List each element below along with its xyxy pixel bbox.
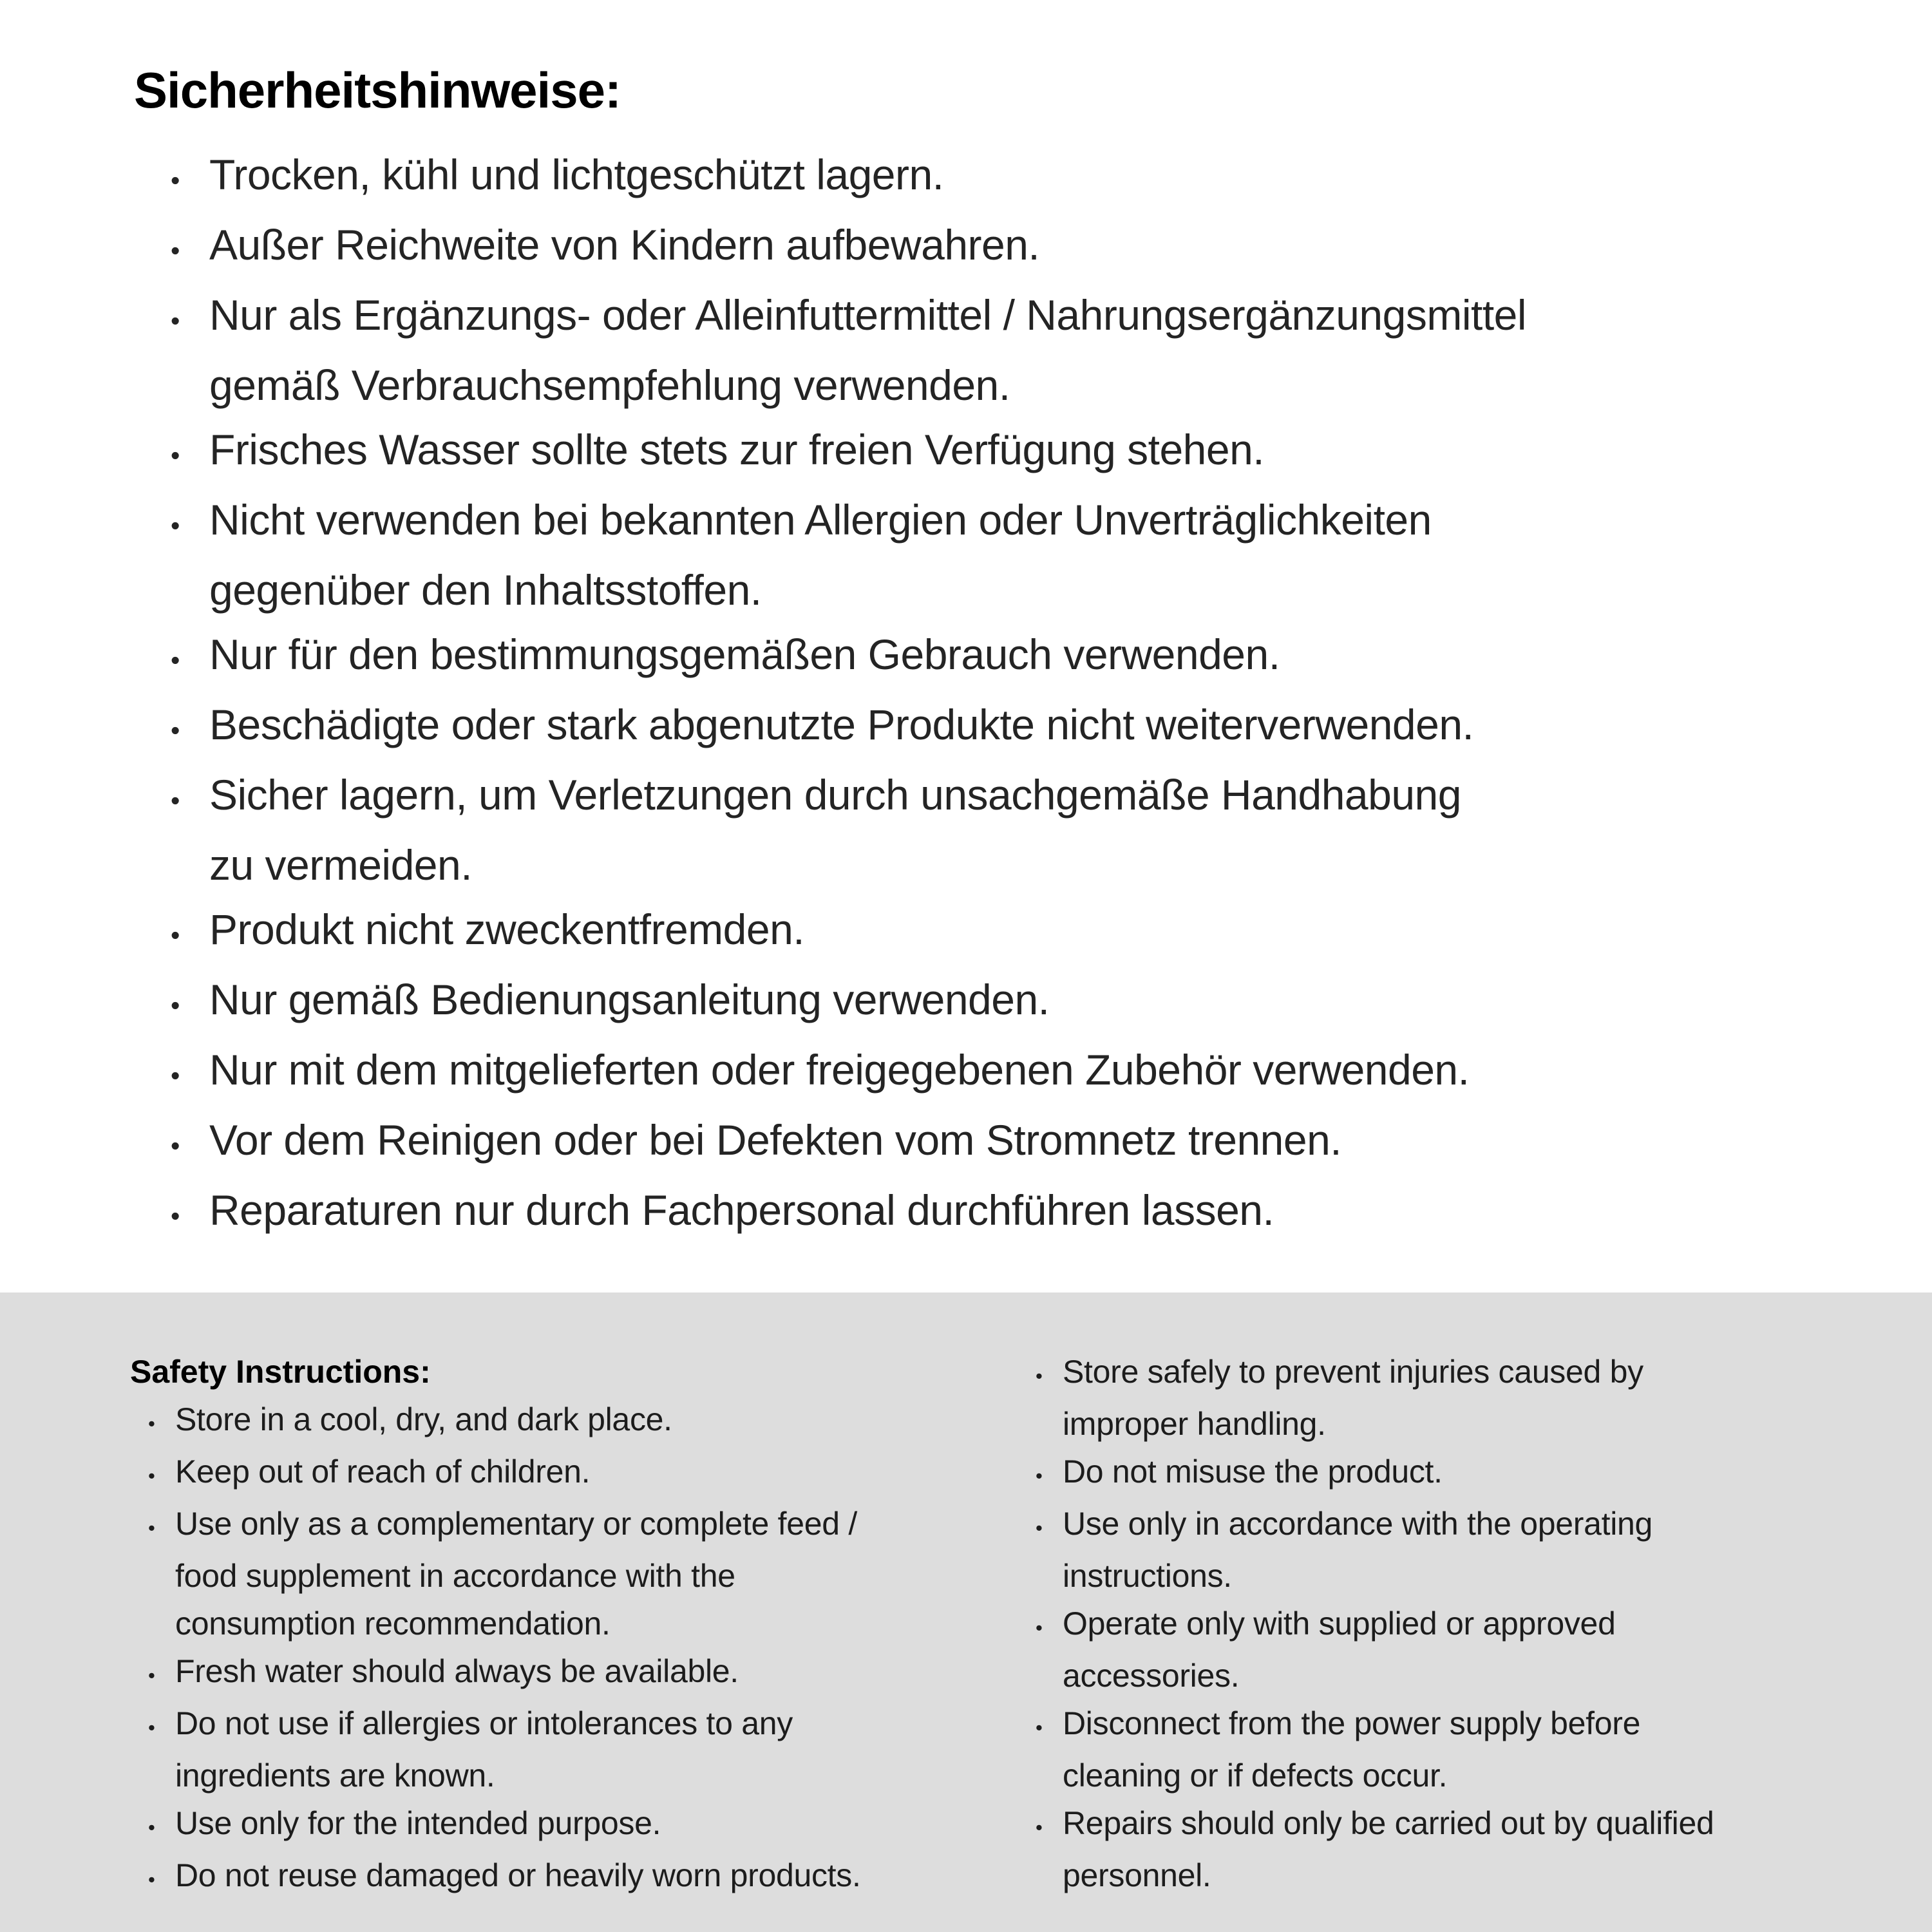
- list-item-text: Reparaturen nur durch Fachpersonal durchführen lassen.: [209, 1186, 1274, 1234]
- list-item-text: Nur gemäß Bedienungsanleitung verwenden.: [209, 976, 1050, 1023]
- list-item-line: [171, 488, 1526, 558]
- list-item-text: Sicher lagern, um Verletzungen durch unsachgemäße Handhabung: [209, 771, 1461, 819]
- list-item-text: Do not reuse damaged or heavily worn products.: [175, 1857, 861, 1893]
- list-item-text: food supplement in accordance with the: [175, 1558, 735, 1594]
- list-item-text: Use only as a complementary or complete feed /: [175, 1506, 857, 1542]
- list-item-line: [171, 213, 1526, 283]
- bullet-icon: •: [148, 1868, 155, 1891]
- list-item-text: Produkt nicht zweckentfremden.: [209, 905, 805, 953]
- list-item-text: Trocken, kühl und lichtgeschützt lagern.: [209, 151, 944, 198]
- list-item-line: [1036, 1500, 1714, 1552]
- bullet-icon: •: [171, 715, 180, 745]
- list-item-line: [171, 417, 1526, 488]
- bullet-icon: •: [148, 1464, 155, 1487]
- list-item-text: Nur als Ergänzungs- oder Alleinfuttermittel / Nahrungsergänzungsmittel: [209, 291, 1527, 339]
- bullet-icon: •: [171, 990, 180, 1020]
- bullet-icon: •: [171, 1201, 180, 1231]
- bullet-icon: •: [148, 1517, 155, 1539]
- list-item-line: [1036, 1400, 1714, 1448]
- list-item-line: [1036, 1552, 1714, 1600]
- list-item-line: [171, 1178, 1526, 1248]
- bullet-icon: •: [171, 511, 180, 540]
- list-item-text: Keep out of reach of children.: [175, 1454, 591, 1490]
- list-item-line: [148, 1647, 861, 1700]
- list-item-line: [148, 1852, 861, 1904]
- list-item-line: [171, 692, 1526, 762]
- list-item-text: improper handling.: [1063, 1406, 1326, 1442]
- bullet-icon: •: [171, 645, 180, 675]
- list-item-line: [1036, 1852, 1714, 1899]
- list-item-line: [171, 353, 1526, 417]
- bullet-icon: •: [1036, 1517, 1043, 1539]
- list-item-text: Disconnect from the power supply before: [1063, 1705, 1641, 1741]
- list-item-text: Frisches Wasser sollte stets zur freien Verfügung stehen.: [209, 426, 1265, 473]
- bullet-icon: •: [171, 786, 180, 815]
- list-item-text: personnel.: [1063, 1857, 1211, 1893]
- list-item-text: gegenüber den Inhaltsstoffen.: [209, 566, 762, 614]
- list-item-text: Store in a cool, dry, and dark place.: [175, 1401, 672, 1437]
- list-item-text: gemäß Verbrauchsempfehlung verwenden.: [209, 361, 1010, 409]
- list-item-line: [171, 142, 1526, 213]
- list-item-line: [148, 1799, 861, 1852]
- bullet-icon: •: [1036, 1365, 1043, 1387]
- list-item-line: [1036, 1448, 1714, 1500]
- bullet-icon: •: [148, 1816, 155, 1839]
- list-item-line: [1036, 1700, 1714, 1752]
- list-item-line: [1036, 1600, 1714, 1652]
- list-item-line: [148, 1600, 861, 1647]
- list-item-line: [148, 1700, 861, 1752]
- bullet-icon: •: [171, 236, 180, 265]
- list-item-line: [1036, 1652, 1714, 1700]
- bullet-icon: •: [171, 920, 180, 950]
- list-item-line: [148, 1552, 861, 1600]
- list-item-text: Nicht verwenden bei bekannten Allergien oder Unverträglichkeiten: [209, 496, 1432, 544]
- english-left-bullet-list: [148, 1396, 861, 1904]
- list-item-line: [1036, 1752, 1714, 1799]
- list-item-text: cleaning or if defects occur.: [1063, 1757, 1448, 1794]
- english-right-bullet-list: [1036, 1348, 1714, 1899]
- list-item-line: [171, 622, 1526, 692]
- german-section-title: Sicherheitshinweise:: [134, 62, 621, 118]
- list-item-text: Beschädigte oder stark abgenutzte Produkte nicht weiterverwenden.: [209, 701, 1474, 748]
- bullet-icon: •: [148, 1664, 155, 1687]
- list-item-text: Nur mit dem mitgelieferten oder freigegebenen Zubehör verwenden.: [209, 1046, 1470, 1094]
- list-item-line: [148, 1752, 861, 1799]
- bullet-icon: •: [171, 1061, 180, 1090]
- list-item-text: Vor dem Reinigen oder bei Defekten vom Stromnetz trennen.: [209, 1116, 1342, 1164]
- list-item-text: Repairs should only be carried out by qualified: [1063, 1805, 1714, 1841]
- list-item-text: accessories.: [1063, 1658, 1240, 1694]
- list-item-text: Do not misuse the product.: [1063, 1454, 1443, 1490]
- list-item-text: Operate only with supplied or approved: [1063, 1605, 1616, 1642]
- list-item-text: instructions.: [1063, 1558, 1232, 1594]
- bullet-icon: •: [171, 440, 180, 470]
- list-item-text: Außer Reichweite von Kindern aufbewahren.: [209, 221, 1040, 269]
- bullet-icon: •: [171, 1131, 180, 1160]
- bullet-icon: •: [1036, 1816, 1043, 1839]
- list-item-text: zu vermeiden.: [209, 841, 473, 889]
- list-item-line: [148, 1396, 861, 1448]
- bullet-icon: •: [1036, 1616, 1043, 1639]
- list-item-text: Use only in accordance with the operating: [1063, 1506, 1653, 1542]
- bullet-icon: •: [171, 166, 180, 195]
- list-item-text: consumption recommendation.: [175, 1605, 611, 1642]
- german-bullet-list: [171, 142, 1526, 1248]
- list-item-line: [171, 1037, 1526, 1108]
- bullet-icon: •: [148, 1412, 155, 1435]
- list-item-text: ingredients are known.: [175, 1757, 495, 1794]
- list-item-line: [171, 283, 1526, 353]
- list-item-line: [171, 1108, 1526, 1178]
- list-item-line: [1036, 1799, 1714, 1852]
- list-item-text: Nur für den bestimmungsgemäßen Gebrauch verwenden.: [209, 630, 1280, 678]
- list-item-text: Store safely to prevent injuries caused by: [1063, 1354, 1643, 1390]
- list-item-line: [171, 967, 1526, 1037]
- list-item-line: [171, 558, 1526, 622]
- list-item-text: Use only for the intended purpose.: [175, 1805, 661, 1841]
- list-item-line: [171, 897, 1526, 967]
- bullet-icon: •: [171, 306, 180, 336]
- list-item-line: [171, 833, 1526, 897]
- bullet-icon: •: [148, 1716, 155, 1739]
- list-item-line: [148, 1500, 861, 1552]
- list-item-text: Fresh water should always be available.: [175, 1653, 739, 1689]
- list-item-text: Do not use if allergies or intolerances to any: [175, 1705, 793, 1741]
- list-item-line: [171, 762, 1526, 833]
- list-item-line: [148, 1448, 861, 1500]
- bullet-icon: •: [1036, 1716, 1043, 1739]
- english-section-title: Safety Instructions:: [130, 1354, 431, 1390]
- bullet-icon: •: [1036, 1464, 1043, 1487]
- list-item-line: [1036, 1348, 1714, 1400]
